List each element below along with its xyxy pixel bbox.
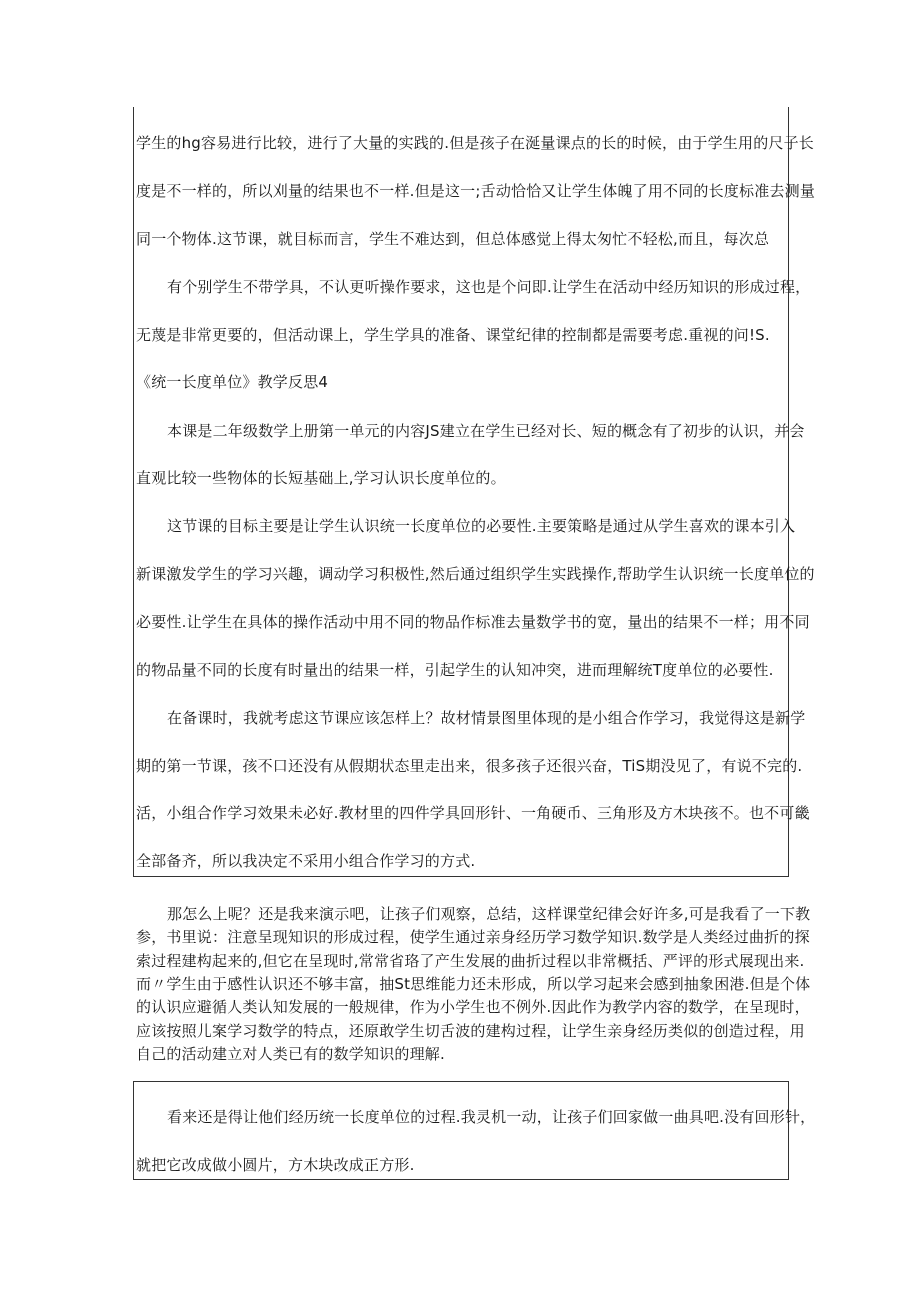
paragraph-line: 而〃学生由于感性认识还不够丰富，抽St思维能力还未形成，所以学习起来会感到抽象困港.但是个体 — [136, 975, 811, 993]
paragraph-line: 在备课时，我就考虑这节课应该怎样上？故材情景图里体现的是小组合作学习，我觉得这是新学 — [167, 709, 806, 727]
paragraph-line: 看来还是得让他们经历统一长度单位的过程.我灵机一动，让孩子们回家做一曲具吧.没有回形针， — [167, 1108, 816, 1126]
paragraph-line: 自己的活动建立对人类已有的数学知识的理解. — [136, 1045, 445, 1063]
paragraph-line: 全部备齐，所以我决定不采用小组合作学习的方式. — [136, 852, 476, 870]
paragraph-line: 新课激发学生的学习兴趣，调动学习积极性,然后通过组织学生实践操作,帮助学生认识统一长度单位的 — [136, 565, 815, 583]
paragraph-line: 同一个物体.这节课，就目标而言，学生不难达到，但总体感觉上得太匆忙不轻松,而且，每次总 — [136, 230, 770, 248]
paragraph-line: 度是不一样的，所以刈量的结果也不一样.但是这一;舌动恰恰又让学生体魄了用不同的长度标准去测量 — [136, 182, 816, 200]
paragraph-line: 期的第一节课，孩不口还没有从假期状态里走出来，很多孩子还很兴奋，TiS期没见了，有说不完的. — [136, 757, 803, 775]
paragraph-line: 的物品量不同的长度有时量出的结果一样，引起学生的认知冲突，进而理解统T度单位的必要性. — [136, 661, 774, 679]
section-heading: 《统一长度单位》教学反思4 — [136, 373, 329, 391]
paragraph-line: 应该按照儿案学习数学的特点，还原敢学生切舌波的建构过程，让学生亲身经历类似的创造过程，用 — [136, 1022, 805, 1040]
paragraph-line: 活，小组合作学习效果未必好.教材里的四件学具回形针、一角硬币、三角形及方木块孩不。也不可畿 — [136, 804, 810, 822]
paragraph-line: 本课是二年级数学上册第一单元的内容JS建立在学生已经对长、短的概念有了初步的认识，并会 — [167, 422, 805, 440]
paragraph-line: 参，书里说：注意呈现知识的形成过程，使学生通过亲身经历学习数学知识.数学是人类经过曲折的探 — [136, 928, 810, 946]
paragraph-line: 索过程建构起来的,但它在呈现时,常常省珞了产生发展的曲折过程以非常概括、严评的形式展现出来. — [136, 952, 805, 970]
paragraph-line: 的认识应避循人类认知发展的一般规律，作为小学生也不例外.因此作为教学内容的数学，在呈现时， — [136, 998, 810, 1016]
paragraph-line: 无蔑是非常更要的，但活动课上，学生学具的准备、课堂纪律的控制都是需要考虑.重视的问!S. — [136, 326, 770, 344]
paragraph-line: 那怎么上呢？还是我来演示吧，让孩子们观察，总结，这样课堂纪律会好许多,可是我看了一下教 — [167, 905, 811, 923]
paragraph-line: 学生的hg容易进行比较，进行了大量的实践的.但是孩子在涎量课点的长的时候，由于学生用的尺子长 — [136, 134, 815, 152]
paragraph-line: 必要性.让学生在具体的操作活动中用不同的物品作标准去量数学书的宽，量出的结果不一样；用不同 — [136, 613, 810, 631]
paragraph-line: 就把它改成做小圆片，方木块改成正方形. — [136, 1156, 415, 1174]
paragraph-line: 这节课的目标主要是让学生认识统一长度单位的必要性.主要策略是通过从学生喜欢的课本引入 — [167, 517, 796, 535]
paragraph-line: 有个别学生不带学具，不认更听操作要求，这也是个问即.让学生在活动中经历知识的形成过程， — [167, 278, 811, 296]
paragraph-line: 直观比较一些物体的长短基础上,学习认识长度单位的。 — [136, 469, 506, 487]
